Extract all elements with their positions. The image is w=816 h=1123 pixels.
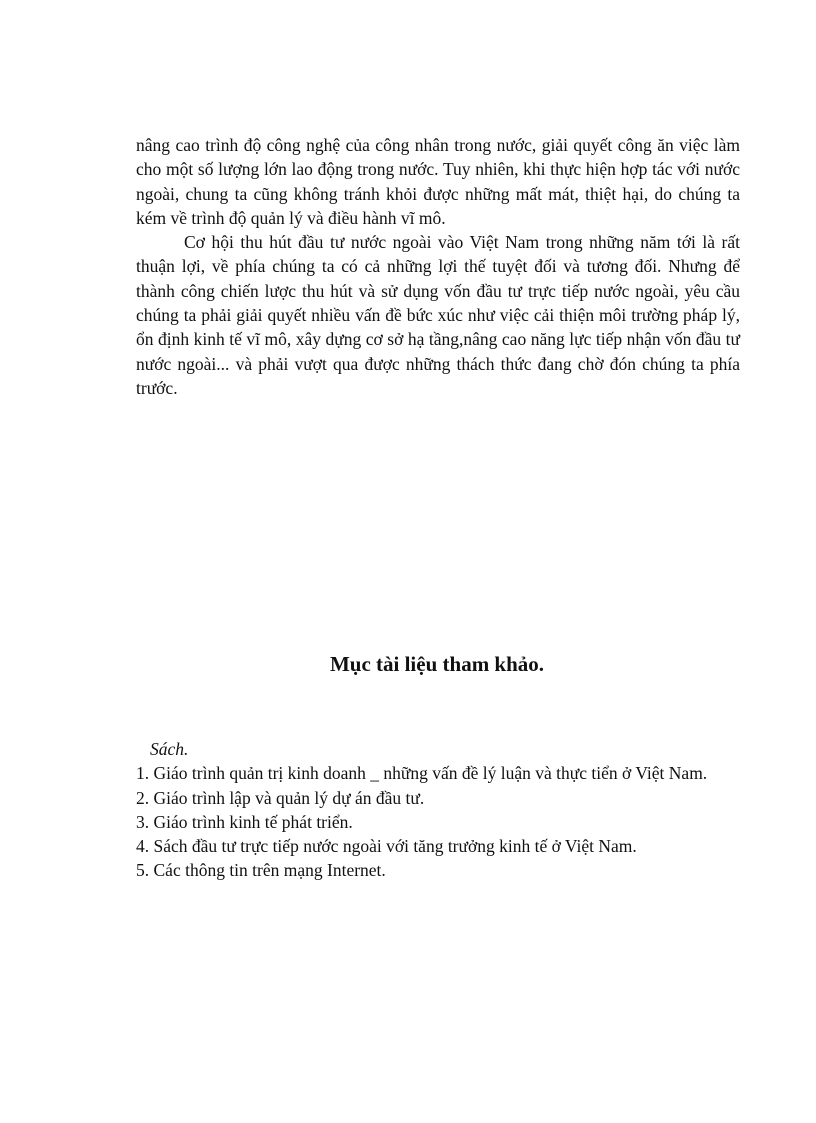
body-paragraph-2: Cơ hội thu hút đầu tư nước ngoài vào Việt Nam trong những năm tới là rất thuận lợi, về phía chúng ta có cả những lợi thế tuyệt đối và tương đối. Nhưng để thành công chiến lược thu hút và sử dụng vốn đầu tư trực tiếp nước ngoài, yêu cầu chúng ta phải giải quyết nhiều vấn đề bức xúc như việc cải thiện môi trường pháp lý, ổn định kinh tế vĩ mô, xây dựng cơ sở hạ tầng,nâng cao năng lực tiếp nhận vốn đầu tư nước ngoài... và phải vượt qua được những thách thức đang chờ đón chúng ta phía trước. (136, 232, 740, 398)
references-category: Sách. (150, 739, 189, 759)
body-paragraph-1: nâng cao trình độ công nghệ của công nhân trong nước, giải quyết công ăn việc làm cho một số lượng lớn lao động trong nước. Tuy nhiên, khi thực hiện hợp tác với nước ngoài, chung ta cũng không tránh khỏi được những mất mát, thiệt hại, do chúng ta kém về trình độ quản lý và điều hành vĩ mô. (136, 135, 740, 228)
body-text (136, 133, 740, 400)
reference-item: 1. Giáo trình quản trị kinh doanh _ những vấn đề lý luận và thực tiển ở Việt Nam. (136, 763, 708, 784)
reference-item: 4. Sách đầu tư trực tiếp nước ngoài với tăng trưởng kinh tế ở Việt Nam. (136, 836, 637, 857)
references-section (136, 737, 740, 883)
reference-item: 5. Các thông tin trên mạng Internet. (136, 860, 386, 881)
references-list (136, 761, 740, 882)
reference-item: 2. Giáo trình lập và quản lý dự án đầu tư. (136, 787, 425, 808)
reference-item: 3. Giáo trình kinh tế phát triển. (136, 811, 353, 832)
references-title: Mục tài liệu tham khảo. (329, 652, 545, 676)
